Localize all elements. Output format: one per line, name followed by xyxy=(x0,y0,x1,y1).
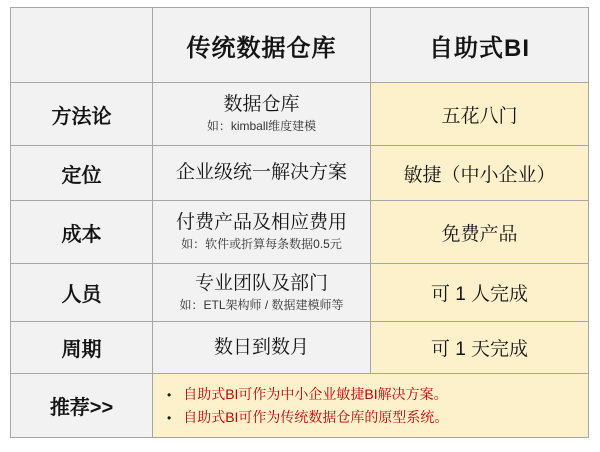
recommendation-bullet-text: 自助式BI可作为传统数据仓库的原型系统。 xyxy=(183,409,449,425)
traditional-note: 如：软件或折算每条数据0.5元 xyxy=(181,237,342,252)
traditional-note: 如：ETL架构师 / 数据建模师等 xyxy=(179,297,344,312)
table-row-recommendation xyxy=(11,374,589,438)
table-row-positioning xyxy=(11,146,589,201)
cell-methodology-selfservice: 五花八门 xyxy=(371,83,589,146)
cell-cost-traditional xyxy=(153,201,371,264)
recommendation-item xyxy=(167,384,588,404)
table-row-methodology xyxy=(11,83,589,146)
header-traditional-dw: 传统数据仓库 xyxy=(153,8,371,83)
table-row-cycle xyxy=(11,322,589,374)
recommendation-item xyxy=(167,407,588,427)
header-empty-cell xyxy=(11,8,153,83)
cell-methodology-traditional xyxy=(153,83,371,146)
row-label-recommendation: 推荐>> xyxy=(11,374,153,438)
recommendation-bullet-text: 自助式BI可作为中小企业敏捷BI解决方案。 xyxy=(183,385,448,402)
table-row-cost xyxy=(11,201,589,264)
header-selfservice-bi: 自助式BI xyxy=(371,8,589,83)
row-label-personnel: 人员 xyxy=(11,264,153,322)
cell-cost-selfservice: 免费产品 xyxy=(371,201,589,264)
cell-cycle-traditional xyxy=(153,322,371,374)
traditional-value: 专业团队及部门 xyxy=(194,272,328,294)
bullet-icon: • xyxy=(167,387,172,402)
traditional-value: 数据仓库 xyxy=(223,94,300,116)
cell-cycle-selfservice: 可 1 天完成 xyxy=(371,322,589,374)
traditional-value: 企业级统一解决方案 xyxy=(175,162,347,184)
cell-positioning-selfservice: 敏捷（中小企业） xyxy=(371,146,589,201)
table-row-personnel xyxy=(11,264,589,322)
traditional-value: 数日到数月 xyxy=(213,336,309,358)
traditional-value: 付费产品及相应费用 xyxy=(175,212,347,234)
comparison-table xyxy=(10,7,589,438)
cell-personnel-selfservice: 可 1 人完成 xyxy=(371,264,589,322)
row-label-cycle: 周期 xyxy=(11,322,153,374)
recommendation-cell xyxy=(153,374,589,438)
cell-positioning-traditional xyxy=(153,146,371,201)
row-label-positioning: 定位 xyxy=(11,146,153,201)
traditional-note: 如：kimball维度建模 xyxy=(206,119,317,134)
row-label-methodology: 方法论 xyxy=(11,83,153,146)
header-row xyxy=(11,8,589,83)
bullet-icon: • xyxy=(167,411,172,425)
row-label-cost: 成本 xyxy=(11,201,153,264)
cell-personnel-traditional xyxy=(153,264,371,322)
